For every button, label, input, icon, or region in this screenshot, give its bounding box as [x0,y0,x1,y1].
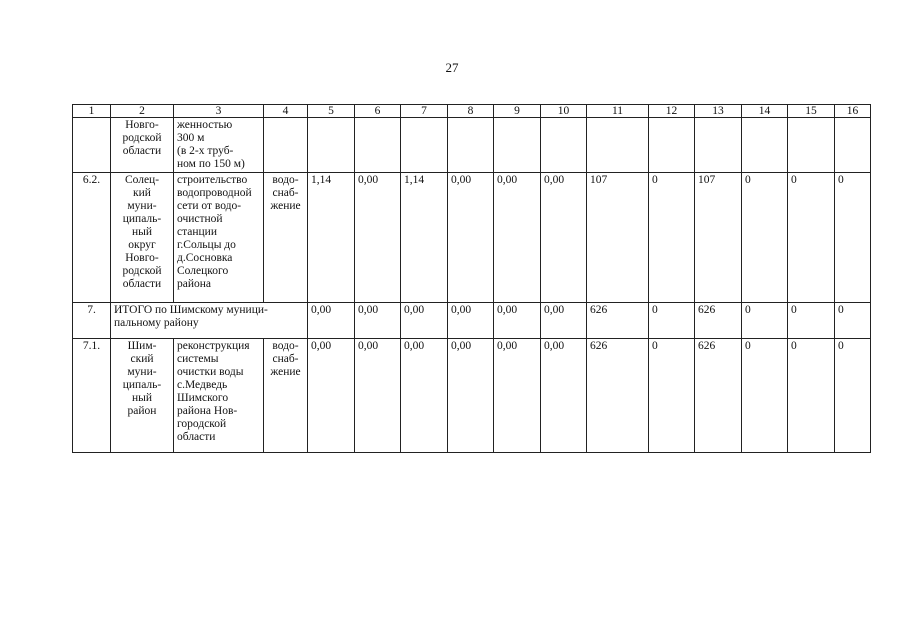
value-cell: 626 [695,303,742,339]
column-number: 5 [308,105,355,118]
type-cell: водо- снаб- жение [264,339,308,453]
value-cell: 0 [835,173,871,303]
value-cell: 0,00 [541,339,587,453]
column-number: 7 [401,105,448,118]
object-cell: строительство водопроводной сети от водо- очистной станции г.Сольцы до д.Сосновка Солецкого района [174,173,264,303]
value-cell: 0,00 [541,303,587,339]
column-number: 16 [835,105,871,118]
value-cell: 0,00 [401,339,448,453]
value-cell: 0,00 [494,339,541,453]
page-number: 27 [445,60,459,75]
value-cell: 0 [788,339,835,453]
value-cell: 1,14 [308,173,355,303]
value-cell [448,118,494,173]
value-cell: 0 [742,173,788,303]
column-number: 4 [264,105,308,118]
value-cell: 0,00 [541,173,587,303]
value-cell [835,118,871,173]
column-number: 6 [355,105,401,118]
value-cell: 0,00 [308,303,355,339]
value-cell [695,118,742,173]
total-row [73,303,871,339]
column-number: 2 [111,105,174,118]
value-cell: 0,00 [494,173,541,303]
column-number: 8 [448,105,494,118]
value-cell: 0,00 [355,173,401,303]
row-number [73,118,111,173]
value-cell [494,118,541,173]
table-row [73,339,871,453]
value-cell: 0,00 [448,173,494,303]
value-cell: 107 [695,173,742,303]
value-cell: 0 [742,303,788,339]
territory-cell: Шим- ский муни- ципаль- ный район [111,339,174,453]
column-number: 10 [541,105,587,118]
territory-cell: Солец- кий муни- ципаль- ный округ Новго- родской области [111,173,174,303]
value-cell [401,118,448,173]
row-number: 7. [73,303,111,339]
value-cell: 0,00 [401,303,448,339]
column-number: 15 [788,105,835,118]
column-number: 13 [695,105,742,118]
type-cell: водо- снаб- жение [264,173,308,303]
value-cell: 0,00 [308,339,355,453]
column-number: 14 [742,105,788,118]
value-cell: 626 [587,339,649,453]
value-cell [649,118,695,173]
value-cell: 107 [587,173,649,303]
type-cell [264,118,308,173]
value-cell: 626 [695,339,742,453]
column-number: 9 [494,105,541,118]
column-number: 3 [174,105,264,118]
column-number-row [73,105,871,118]
table-row [73,173,871,303]
value-cell [742,118,788,173]
column-number: 1 [73,105,111,118]
value-cell: 0 [649,303,695,339]
value-cell: 0 [788,173,835,303]
value-cell [541,118,587,173]
value-cell [355,118,401,173]
value-cell [788,118,835,173]
row-number: 7.1. [73,339,111,453]
value-cell: 0,00 [494,303,541,339]
value-cell: 0 [835,303,871,339]
value-cell: 0 [742,339,788,453]
table-row [73,118,871,173]
column-number: 12 [649,105,695,118]
object-cell: реконструкция системы очистки воды с.Медведь Шимского района Нов- городской области [174,339,264,453]
value-cell [587,118,649,173]
total-label: ИТОГО по Шимскому муници- пальному району [111,303,308,339]
object-cell: женностью 300 м (в 2-х труб- ном по 150 м) [174,118,264,173]
value-cell: 0 [835,339,871,453]
value-cell: 1,14 [401,173,448,303]
column-number: 11 [587,105,649,118]
value-cell: 0,00 [448,339,494,453]
value-cell: 0,00 [355,339,401,453]
value-cell: 0 [649,339,695,453]
value-cell: 0,00 [355,303,401,339]
value-cell: 0 [788,303,835,339]
value-cell: 0,00 [448,303,494,339]
row-number: 6.2. [73,173,111,303]
value-cell [308,118,355,173]
investment-table [72,104,871,453]
value-cell: 0 [649,173,695,303]
value-cell: 626 [587,303,649,339]
territory-cell: Новго- родской области [111,118,174,173]
